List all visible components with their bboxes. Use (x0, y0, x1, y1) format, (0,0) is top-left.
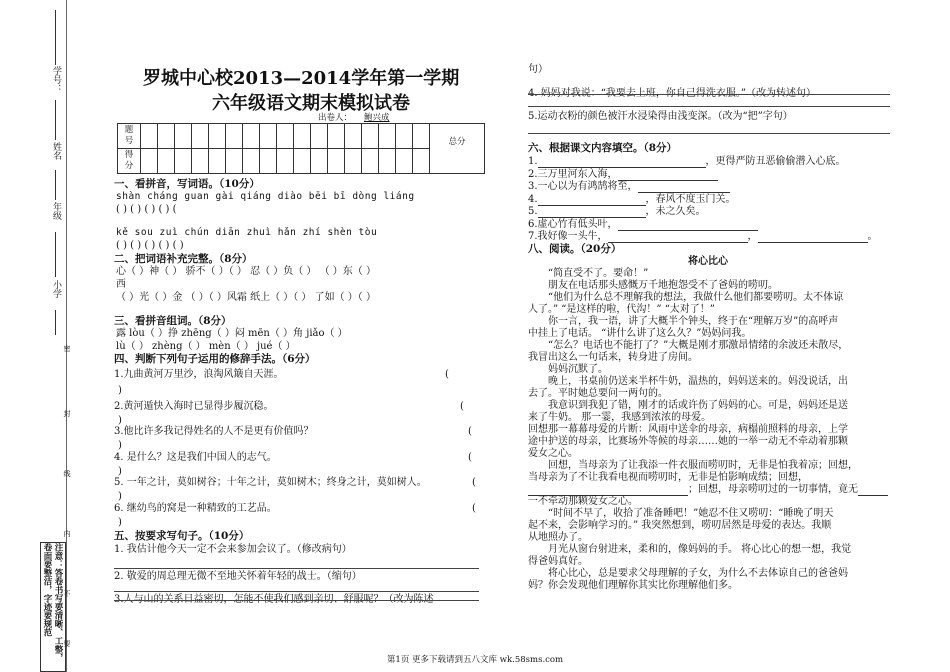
reading-line: 你一言，我一语，讲了大概半个钟头，终于在“理解万岁”的高呼声 (548, 316, 839, 327)
reading-line-with-blank: ；回想，母亲唠叨过的一切事情，竟无 (528, 484, 893, 496)
exam-title-2: 六年级语文期末模拟试卷 (212, 93, 410, 114)
notice-text: 注意：答卷书写要清晰、工整，卷面要整洁，字迹要规范 (42, 543, 63, 662)
section6-l2: 2.三万里河东入海， (528, 169, 718, 181)
section4-q1: 1.九曲黄河万里沙，浪淘风簸自天涯。 (114, 369, 284, 380)
section5-q3-continued: 句） (528, 64, 548, 75)
section4-q3: 3.他比许多我记得姓名的人不是更有价值吗？ (114, 426, 314, 437)
reading-line: 中挂上了电话。 “讲什么讲了这么久？”妈妈问我。 (528, 328, 752, 339)
section2-line1b: 西 (116, 279, 126, 290)
section5-q2-answer-line[interactable] (114, 591, 479, 592)
score-row-label-1: 题 号 (118, 124, 141, 149)
seal-dot-2: 封 (63, 410, 71, 417)
reading-line: 从地照办了。 (528, 532, 588, 543)
section5-q5: 5.运动衣粉的颜色被汗水浸染得由浅变深。（改为“把”字句） (528, 111, 793, 122)
section1-pinyin-row2: kě sou zuì chún diān zhuì hǎn zhí shèn tòu (116, 227, 378, 238)
section4-q3-close: ) (118, 440, 122, 451)
section5-heading: 五、按要求写句子。（10分） (114, 530, 250, 542)
score-row-label-2: 得 分 (118, 149, 141, 174)
section5-q4-answer-line-2[interactable] (528, 106, 890, 107)
fill-blank[interactable] (608, 232, 748, 243)
section1-pinyin-row1: shàn cháng guan gài qiáng diào bēi bī dòng liáng (116, 191, 415, 202)
fill-blank[interactable] (858, 485, 888, 496)
reading-line: “怎么？电话也不能打了？”大概是刚才那激昂情绪的余波还未散尽， (548, 340, 849, 351)
section2-heading: 二、把词语补充完整。（8分） (114, 253, 253, 265)
section2-line1[interactable]: 心（ ）神（ ） 骄不（ ）（ ） 忍（ ）负（ ） （ ）东（ ） (116, 266, 376, 277)
binding-sidebar (0, 0, 80, 672)
section5-q1-answer-line[interactable] (114, 568, 479, 569)
section2-line2[interactable]: （ ）光（ ）金 （ ）（ ）风霜 纸上（ ）（ ） 了如（ ）（ ） (116, 292, 376, 303)
seal-dot-4: 内 (63, 530, 71, 537)
section5-q2: 2. 敬爱的周总理无微不至地关怀着年轻的战士。（缩句） (114, 571, 362, 582)
reading-passage (528, 268, 893, 592)
section3-line1[interactable]: 露 lòu（ ）挣 zhēng（ ）闷 mēn（ ）角 jiǎo（ ） (116, 328, 348, 339)
name-label: 姓名 (51, 142, 61, 160)
section5-q4: 4. 妈妈对我说：“我要去上班，你自己得洗衣服。”（改为转述句） (528, 88, 816, 99)
section5-q3: 3.人与山的关系日益密切，怎能不使我们感到亲切、舒服呢？（改为陈述 (114, 594, 434, 605)
fill-blank[interactable] (538, 157, 706, 168)
reading-line: 朋友在电话那头感慨万千地抱怨受不了爸妈的唠叨。 (548, 280, 778, 291)
fill-blank[interactable] (538, 207, 646, 218)
sidebar-vertical-rule (66, 0, 67, 672)
reading-line: 当母亲为了不让我看电视而唠叨时，无非是怕影响成绩；回想， (528, 472, 808, 483)
fill-blank[interactable] (528, 485, 688, 496)
seal-dot-6: 要 (63, 640, 71, 647)
sidebar-line-top (55, 10, 56, 65)
section6-l7: 7.我好像一头牛， ， 。 (528, 231, 878, 242)
reading-line: 来了牛奶。 那一霎，我感到浓浓的母爱。 (528, 412, 712, 423)
seal-dot-1: 密 (63, 345, 71, 352)
reading-line: 去了。平时她总要问一两句的。 (528, 388, 668, 399)
section4-q2-paren[interactable]: ( (460, 401, 464, 412)
reading-line: “时间不早了，收拾了准备睡吧！”她忍不住又唠叨：“睡晚了明天 (548, 508, 834, 519)
sidebar-line-4 (55, 232, 56, 277)
reading-title: 将心比心 (688, 256, 728, 267)
reading-line: 月光从窗台射进来，柔和的，像妈妈的手。 将心比心的想一想，我觉 (548, 544, 852, 555)
section4-q6: 6. 继幼鸟的窝是一种精致的工艺品。 (114, 503, 277, 514)
student-id-label: 学号： (51, 66, 61, 93)
section4-q5-paren[interactable]: ( (472, 477, 476, 488)
section4-q1-paren[interactable]: ( (445, 369, 449, 380)
section6-l4: 4. ，春风不度玉门关。 (528, 194, 736, 205)
section4-heading: 四、判断下列句子运用的修辞手法。（6分） (114, 353, 316, 365)
reading-line: 将心比心，总是要求父母理解的子女，为什么不去体谅自己的爸爸妈 (548, 568, 848, 579)
section6-l6: 6.虚心竹有低头叶， (528, 219, 758, 231)
section6-l5: 5. ，未之久矣。 (528, 206, 706, 217)
exam-title-1: 罗城中心校2013—2014学年第一学期 (143, 68, 460, 89)
section4-q4-close: ) (118, 466, 122, 477)
score-row-questions (118, 124, 485, 149)
grade-label: 年级 (51, 202, 61, 220)
reading-line: 我冒出这么一句话来，转身进了房间。 (528, 352, 698, 363)
section4-q6-paren[interactable]: ( (472, 503, 476, 514)
sidebar-line-3 (55, 170, 56, 200)
section4-q4: 4. 是什么？这是我们中国人的志气。 (114, 452, 277, 463)
section6-heading: 六、根据课文内容填空。（8分） (528, 142, 678, 154)
section4-q5-close: ) (118, 491, 122, 502)
reading-line: 晚上，书桌前仍送来半杯牛奶，温热的，妈妈送来的。妈没说话，出 (548, 376, 848, 387)
section1-answer-row2[interactable]: ( ) ( ) ( ) ( ) ( ) (116, 240, 184, 251)
fill-blank[interactable] (758, 232, 868, 243)
score-table (117, 123, 485, 174)
section3-heading: 三、看拼音组词。（8分） (114, 315, 232, 327)
section5-q5-answer-line[interactable] (528, 133, 890, 134)
score-row-points (118, 149, 485, 174)
reading-line: 妈妈沉默了。 (548, 364, 608, 375)
sidebar-line-2 (55, 100, 56, 140)
fill-blank[interactable] (638, 182, 730, 193)
reading-line: 我意识到我犯了错，刚才的话或许伤了妈妈的心。可是，妈妈还是送 (548, 400, 848, 411)
seal-dot-5: 不 (63, 590, 71, 597)
section5-q1: 1. 我估计他今天一定不会来参加会议了。（修改病句） (114, 544, 352, 555)
reading-line: 一不牵动那颗爱女之心。 (528, 496, 638, 507)
sidebar-line-5 (55, 310, 56, 335)
section5-q3-answer-line[interactable] (114, 600, 479, 601)
section4-q1-close: ) (118, 385, 122, 396)
section8-heading: 八、阅读。（20分） (528, 243, 622, 255)
section6-l1: 1. ，更得严防丑恶偷偷潜入心底。 (528, 156, 846, 167)
fill-blank[interactable] (618, 220, 758, 231)
reading-line: 人了。” “是这样的啦，代沟！” “太对了！” (528, 304, 715, 315)
section4-q4-paren[interactable]: ( (468, 452, 472, 463)
reading-line: “他们为什么总不理解我的想法，我做什么他们都要唠叨。太不体谅 (548, 292, 844, 303)
reading-line: 途中护送的母亲，比赛场外等候的母亲……她的一举一动无不牵动着那颗 (528, 436, 848, 447)
fill-blank[interactable] (618, 170, 718, 181)
reading-line: 回想那一幕幕母爱的片断：风雨中送伞的母亲，病榻前照料的母亲，上学 (528, 424, 848, 435)
section1-heading: 一、看拼音，写词语。（10分） (114, 178, 260, 190)
page-footer: 第1页 更多下载请到五八文库 wk.58sms.com (386, 655, 564, 665)
total-score-cell[interactable]: 总分 (430, 124, 485, 174)
reading-line: 起不来，会影响学习的。” 我突然想到，唠叨居然是母爱的表达。我顺 (528, 520, 832, 531)
section4-q5: 5. 一年之计，莫如树谷；十年之计，莫如树木；终身之计，莫如树人。 (114, 477, 427, 488)
author-name: 鲍兴成 (364, 113, 390, 123)
section5-q4-answer-line[interactable] (528, 94, 890, 95)
section3-line2[interactable]: lù（ ） zhèng（ ） mèn（ ） jué（ ） (116, 341, 296, 352)
school-label: 小学 (51, 280, 61, 298)
section4-q6-close: ) (118, 517, 122, 528)
reading-line: 得爸妈真好。 (528, 556, 588, 567)
fill-blank[interactable] (538, 195, 646, 206)
section6-l3: 3.一心以为有鸿鹄将至， (528, 181, 730, 193)
author-label: 出卷人： (318, 113, 353, 123)
section4-q3-paren[interactable]: ( (468, 426, 472, 437)
reading-line: 回想，当母亲为了让我添一件衣服而唠叨时，无非是怕我着凉；回想， (548, 460, 858, 471)
reading-line: “简直受不了。要命！” (548, 268, 649, 279)
reading-line: 妈？你会发现他们理解你其实比你理解他们多。 (528, 580, 738, 591)
section1-answer-row1[interactable]: ( ) ( ) ( ) ( ) ( (116, 204, 177, 215)
section4-q2-close: ) (118, 415, 122, 426)
section4-q2: 2.黄河遁快入海时已显得步履沉稳。 (114, 401, 274, 412)
seal-dot-3: 线 (63, 470, 71, 477)
reading-line: 爱女之心。 (528, 448, 578, 459)
